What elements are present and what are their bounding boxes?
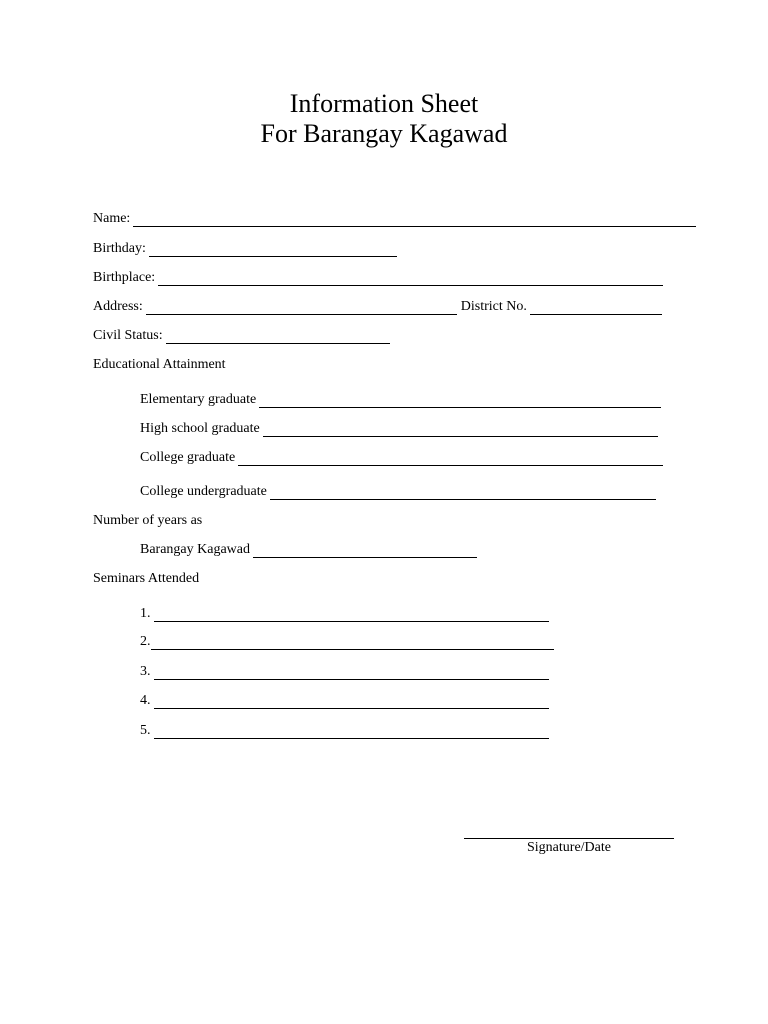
seminar-field-4[interactable] [154,693,549,709]
seminar-row [140,691,549,709]
seminar-row [140,721,549,739]
signature-date-field[interactable] [464,838,674,839]
education-heading: Educational Attainment [93,357,226,372]
form-title-line-2: For Barangay Kagawad [260,119,508,148]
civil-status-field[interactable] [166,328,390,344]
birthday-row [93,239,397,257]
district-label: District No. [460,299,527,314]
seminar-number: 4. [140,693,151,708]
education-row-college-undergraduate [140,482,656,500]
district-field[interactable] [530,299,662,315]
name-label: Name: [93,211,131,226]
seminars-heading-row [93,569,199,587]
seminar-field-3[interactable] [154,664,549,680]
education-row-elementary [140,390,661,408]
years-label-line-1: Number of years as [93,513,203,528]
address-field[interactable] [146,299,457,315]
seminar-field-1[interactable] [154,606,549,622]
address-row [93,297,662,315]
education-heading-row [93,355,226,373]
seminar-number: 3. [140,664,151,679]
education-row-college [140,448,663,466]
years-row [140,540,477,558]
education-option-label: College graduate [140,450,236,465]
seminar-field-2[interactable] [151,634,554,650]
birthplace-field[interactable] [158,270,663,286]
birthplace-label: Birthplace: [93,270,156,285]
seminar-row [140,632,554,650]
birthday-field[interactable] [149,241,397,257]
name-field[interactable] [133,211,696,227]
years-heading-row [93,511,202,529]
education-row-high-school [140,419,658,437]
birthday-label: Birthday: [93,241,146,256]
education-option-label: Elementary graduate [140,392,257,407]
college-undergraduate-field[interactable] [270,484,656,500]
name-row [93,209,696,227]
birthplace-row [93,268,663,286]
seminar-row [140,662,549,680]
elementary-graduate-field[interactable] [259,392,661,408]
years-as-kagawad-field[interactable] [253,542,477,558]
seminar-row [140,604,549,622]
high-school-graduate-field[interactable] [263,421,658,437]
education-option-label: College undergraduate [140,484,267,499]
years-label-line-2: Barangay Kagawad [140,542,251,557]
seminar-number: 5. [140,723,151,738]
seminar-number: 1. [140,606,151,621]
civil-status-label: Civil Status: [93,328,163,343]
seminar-field-5[interactable] [154,723,549,739]
college-graduate-field[interactable] [238,450,663,466]
education-option-label: High school graduate [140,421,260,436]
civil-status-row [93,326,390,344]
address-label: Address: [93,299,143,314]
signature-date-label: Signature/Date [527,840,611,855]
seminars-heading: Seminars Attended [93,571,200,586]
form-title-line-1: Information Sheet [289,89,479,118]
seminar-number: 2. [140,634,151,649]
